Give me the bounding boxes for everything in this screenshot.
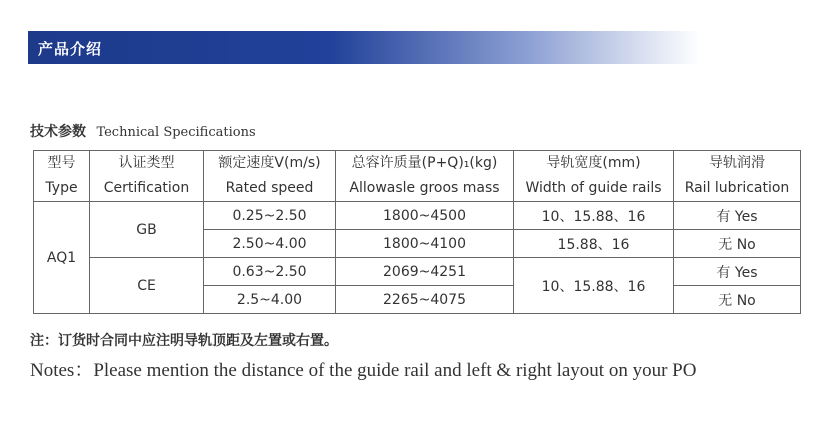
header-type-en: Type [45, 180, 78, 196]
speed-cell: 0.25~2.50 [204, 202, 336, 230]
spec-heading-en: Technical Specifications [96, 125, 256, 140]
header-speed-en: Rated speed [225, 180, 314, 196]
header-mass-zh: 总容许质量(P+Q)₁(kg) [351, 155, 498, 171]
lube-cell: 有 Yes [674, 202, 801, 230]
header-mass [336, 151, 514, 202]
cert-ce-cell: CE [90, 258, 204, 314]
header-cert-zh: 认证类型 [118, 155, 175, 171]
header-width-zh: 导轨宽度(mm) [546, 155, 641, 171]
header-speed [204, 151, 336, 202]
banner-title: 产品介绍 [38, 40, 103, 58]
header-lube-zh: 导轨润滑 [709, 155, 765, 171]
spec-table [33, 150, 801, 314]
mass-cell: 1800~4500 [336, 202, 514, 230]
header-width-en: Width of guide rails [525, 180, 662, 196]
cert-gb-cell: GB [90, 202, 204, 258]
speed-cell: 0.63~2.50 [204, 258, 336, 286]
mass-cell: 2265~4075 [336, 286, 514, 314]
table-row [34, 258, 801, 286]
header-lube [674, 151, 801, 202]
width-cell: 15.88、16 [514, 230, 674, 258]
header-type [34, 151, 90, 202]
mass-cell: 2069~4251 [336, 258, 514, 286]
note-english: Notes：Please mention the distance of the guide rail and left & right layout on your PO [30, 360, 697, 381]
header-mass-en: Allowasle groos mass [349, 180, 500, 196]
speed-cell: 2.50~4.00 [204, 230, 336, 258]
table-row [34, 202, 801, 230]
width-cell: 10、15.88、16 [514, 258, 674, 314]
header-cert-en: Certification [103, 180, 190, 196]
header-lube-en: Rail lubrication [684, 180, 790, 196]
lube-cell: 有 Yes [674, 258, 801, 286]
header-speed-zh: 额定速度V(m/s) [218, 155, 321, 171]
lube-cell: 无 No [674, 230, 801, 258]
section-banner [28, 31, 700, 64]
header-cert [90, 151, 204, 202]
spec-heading-zh: 技术参数 [30, 124, 86, 140]
header-type-zh: 型号 [47, 155, 76, 171]
type-cell: AQ1 [34, 202, 90, 314]
mass-cell: 1800~4100 [336, 230, 514, 258]
width-cell: 10、15.88、16 [514, 202, 674, 230]
lube-cell: 无 No [674, 286, 801, 314]
spec-heading [30, 121, 256, 141]
speed-cell: 2.5~4.00 [204, 286, 336, 314]
note-chinese: 注：订货时合同中应注明导轨顶距及左置或右置。 [30, 333, 338, 349]
header-width [514, 151, 674, 202]
